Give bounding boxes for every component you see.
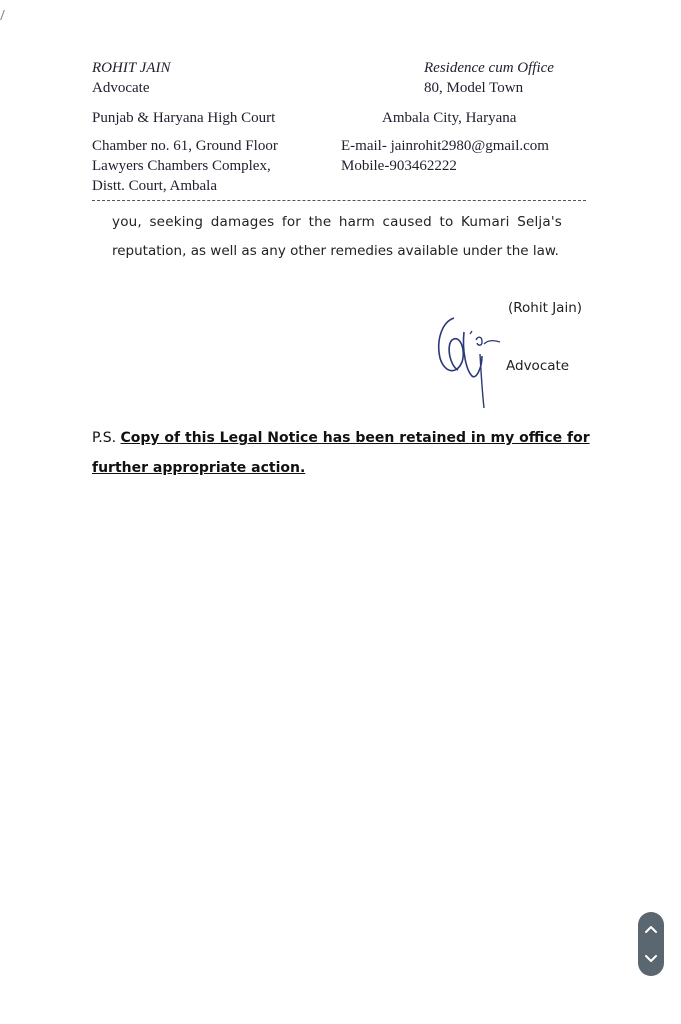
chamber-line-1: Chamber no. 61, Ground Floor (92, 138, 278, 154)
chevron-down-icon (645, 955, 657, 963)
office-mobile: Mobile-903462222 (341, 158, 457, 174)
postscript-text-2: further appropriate action. (92, 460, 306, 476)
postscript-line-2 (92, 460, 305, 476)
office-address-1: 80, Model Town (424, 80, 524, 96)
chevron-up-icon (645, 925, 657, 933)
chamber-line-2: Lawyers Chambers Complex, (92, 158, 271, 174)
page-down-button[interactable] (638, 944, 664, 974)
page-nav-control (638, 912, 664, 976)
postscript-prefix: P.S. (92, 430, 117, 446)
handwritten-signature (432, 310, 502, 410)
body-line-2: reputation, as well as any other remedies available under the law. (112, 243, 559, 259)
postscript-line-1 (92, 430, 590, 446)
office-email: E-mail- jainrohit2980@gmail.com (341, 138, 549, 154)
office-address-2: Ambala City, Haryana (382, 110, 517, 126)
signatory-designation: Advocate (506, 358, 570, 374)
chamber-line-3: Distt. Court, Ambala (92, 178, 217, 194)
office-label: Residence cum Office (424, 60, 554, 76)
lawyer-court: Punjab & Haryana High Court (92, 110, 276, 126)
scan-edge-mark (0, 10, 9, 20)
header-divider (92, 200, 586, 201)
postscript-text-1: Copy of this Legal Notice has been retained in my office for (120, 430, 590, 446)
lawyer-title: Advocate (92, 80, 150, 96)
page-up-button[interactable] (638, 914, 664, 944)
lawyer-name: ROHIT JAIN (92, 60, 171, 76)
body-line-1: you, seeking damages for the harm caused to Kumari Selja's (112, 214, 562, 230)
signatory-name: (Rohit Jain) (508, 300, 583, 316)
